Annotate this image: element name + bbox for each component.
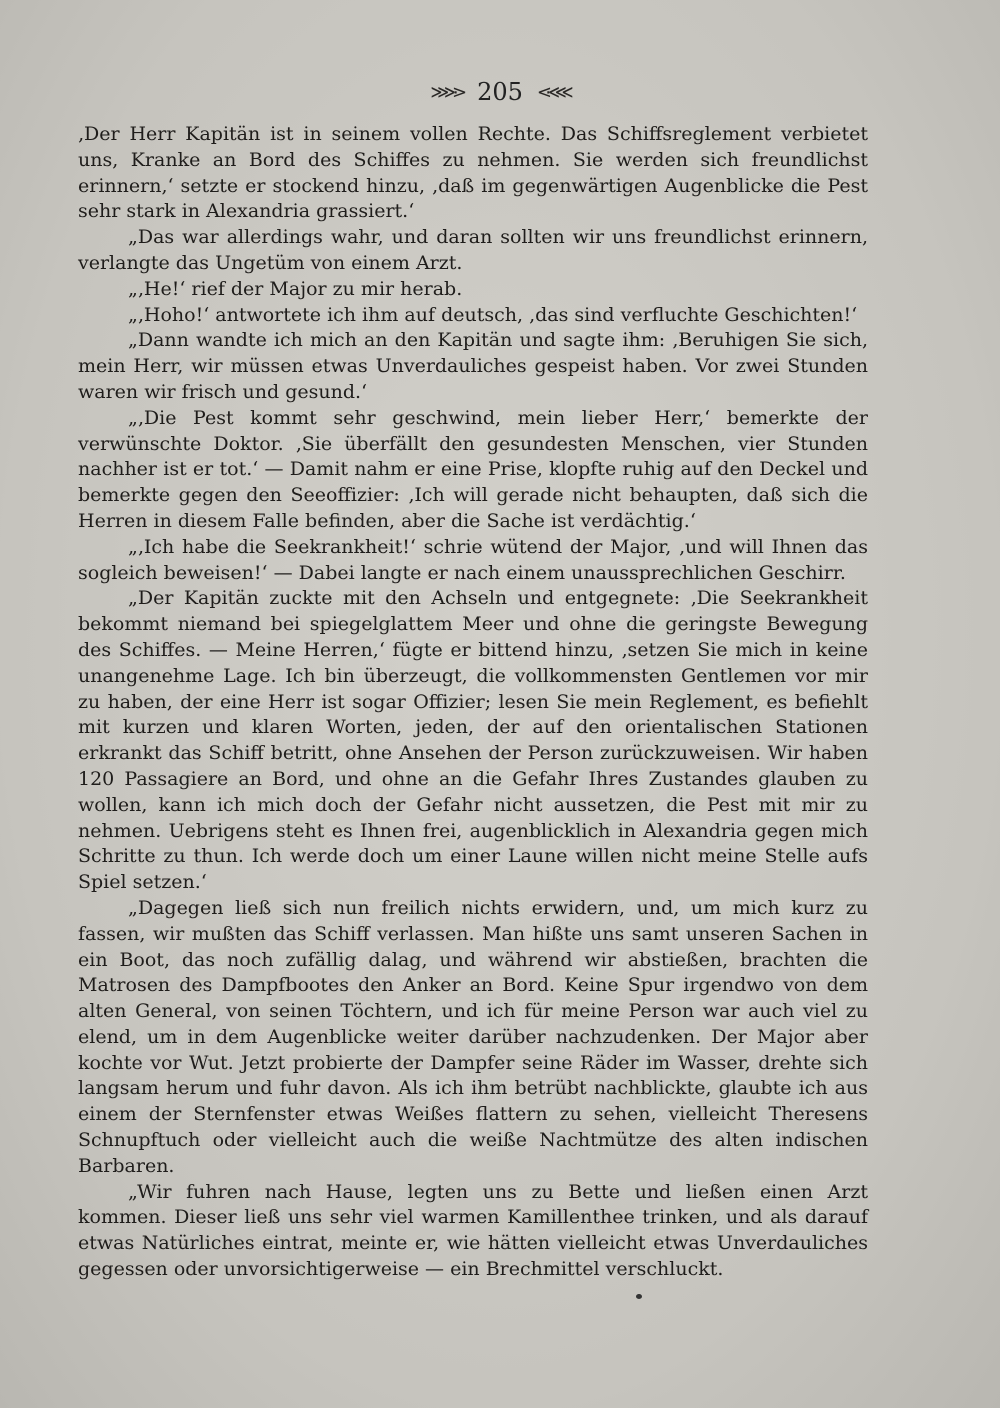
paragraph: ‚Der Herr Kapitän ist in seinem vollen Rechte. Das Schiffsreglement verbietet uns, Kranke an Bord des Schiffes zu nehmen. Sie werden sich freundlichst erinnern,‘ setzte er stockend hinzu, ‚daß im gegenwärtigen Augenblicke die Pest sehr stark in Alexandria grassiert.‘ [78,123,868,223]
paragraph: „Der Kapitän zuckte mit den Achseln und entgegnete: ‚Die Seekrankheit bekommt niemand bei spiegelglattem Meer und ohne die geringste Bewegung des Schiffes. — Meine Herren,‘ fügte er bittend hinzu, ‚setzen Sie mich in keine unangenehme Lage. Ich bin überzeugt, die vollkommensten Gentlemen vor mir zu haben, der eine Herr ist sogar Offizier; lesen Sie mein Reglement, es befiehlt mit kurzen und klaren Worten, jeden, der auf den orientalischen Stationen erkrankt das Schiff betritt, ohne Ansehen der Person zurückzuweisen. Wir haben 120 Passagiere an Bord, und ohne an die Gefahr Ihres Zustandes glauben zu wollen, kann ich mich doch der Gefahr nicht aussetzen, die Pest mit mir zu nehmen. Uebrigens steht es Ihnen frei, augenblicklich in Alexandria gegen mich Schritte zu thun. Ich werde doch um einer Laune willen nicht meine Stelle aufs Spiel setzen.‘ [78,587,868,894]
paragraph: „Dann wandte ich mich an den Kapitän und sagte ihm: ‚Beruhigen Sie sich, mein Herr, wir müssen etwas Unverdauliches gespeist haben. Vor zwei Stunden waren wir frisch und gesund.‘ [78,329,868,403]
body-text [78,122,868,1283]
paragraph: „‚Die Pest kommt sehr geschwind, mein lieber Herr,‘ bemerkte der verwünschte Doktor. ‚Sie überfällt den gesundesten Menschen, vier Stunden nachher ist er tot.‘ — Damit nahm er eine Prise, klopfte ruhig auf den Deckel und bemerkte gegen den Seeoffizier: ‚Ich will gerade nicht behaupten, daß sich die Herren in diesem Falle befinden, aber die Sache ist verdächtig.‘ [78,406,868,532]
page-number: 205 [477,78,523,106]
paragraph: „‚Ich habe die Seekrankheit!‘ schrie wütend der Major, ‚und will Ihnen das sogleich beweisen!‘ — Dabei langte er nach einem unaussprechlichen Geschirr. [78,535,868,584]
ornament-left-icon: ⋙⋗ [430,81,464,103]
page-header [0,78,1000,106]
paragraph: „Wir fuhren nach Hause, legten uns zu Bette und ließen einen Arzt kommen. Dieser ließ uns sehr viel warmen Kamillenthee trinken, und als darauf etwas Natürliches eintrat, meinte er, wie hätten vielleicht etwas Unverdauliches gegessen oder unvorsichtigerweise — ein Brechmittel verschluckt. [78,1180,868,1281]
ink-speck [636,1294,642,1299]
paragraph: „‚Hoho!‘ antwortete ich ihm auf deutsch, ‚das sind verfluchte Geschichten!‘ [128,303,858,326]
paragraph: „Dagegen ließ sich nun freilich nichts erwidern, und, um mich kurz zu fassen, wir mußten das Schiff verlassen. Man hißte uns samt unseren Sachen in ein Boot, das noch zufällig dalag, und während wir abstießen, brachten die Matrosen des Dampfbootes den Anker an Bord. Keine Spur irgendwo von dem alten General, von seinen Töchtern, und ich für meine Person war auch viel zu elend, um in dem Augenblicke weiter darüber nachzudenken. Der Major aber kochte vor Wut. Jetzt probierte der Dampfer seine Räder im Wasser, drehte sich langsam herum und fuhr davon. Als ich ihm betrübt nachblickte, glaubte ich aus einem der Sternfenster etwas Weißes flattern zu sehen, vielleicht Theresens Schnupftuch oder vielleicht auch die weiße Nachtmütze des alten indischen Barbaren. [78,896,868,1177]
paragraph: „Das war allerdings wahr, und daran sollten wir uns freundlichst erinnern, verlangte das Ungetüm von einem Arzt. [78,226,868,274]
paragraph: „‚He!‘ rief der Major zu mir herab. [128,277,463,300]
ornament-right-icon: ⋖⋘ [536,81,570,103]
